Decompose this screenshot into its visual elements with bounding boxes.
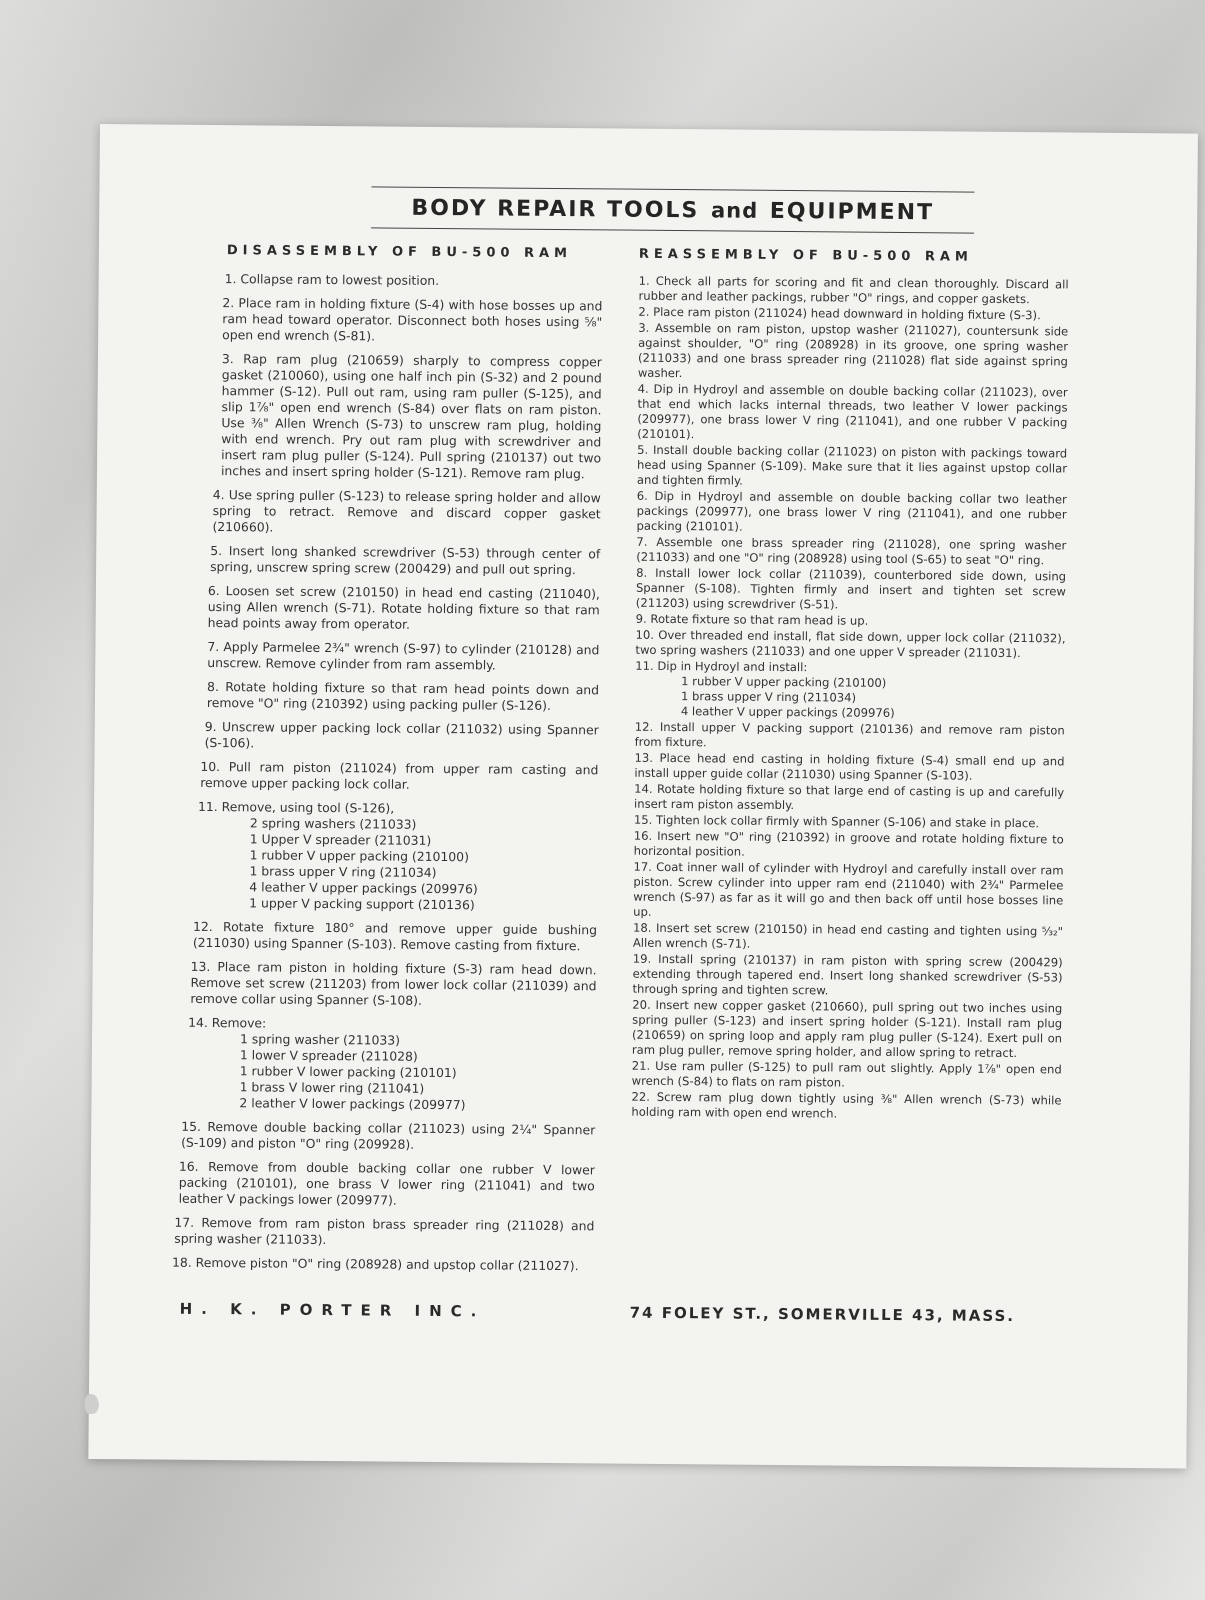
reassembly-step: 9. Rotate fixture so that ram head is up. (635, 611, 869, 628)
list-item: 1 brass upper V ring (211034) (680, 689, 857, 705)
disassembly-step: 13. Place ram piston in holding fixture (S-3) ram head down. Remove set screw (211203) from lower lock collar (211039) and remove collar using Spanner (S-108). (190, 958, 597, 1008)
reassembly-step: 18. Insert set screw (210150) in head end casting and tighten using ⁵⁄₃₂" Allen wrench (S-71). (632, 920, 1064, 951)
list-item: 1 lower V spreader (211028) (239, 1047, 418, 1064)
disassembly-step: 7. Apply Parmelee 2¾" wrench (S-97) to cylinder (210128) and unscrew. Remove cylinder from ram assembly. (207, 638, 600, 673)
list-item: 1 rubber V upper packing (210100) (249, 847, 470, 865)
list-item: 2 leather V lower packings (209977) (239, 1095, 466, 1113)
title-part-2: EQUIPMENT (769, 198, 935, 226)
disassembly-step: 3. Rap ram plug (210659) sharply to compress copper gasket (210060), using one half inch pin (S-32) and 2 pound hammer (S-12). Pull out ram, using ram puller (S-125), and slip 1⅞" open end wrench (S-84) over flats on ram piston. Use ⅜" Allen Wrench (S-73) to unscrew ram plug, holding with end wrench. Pry out ram plug with screwdriver and insert ram plug puller (S-124). Pull spring (210137) out two inches and insert spring holder (S-121). Remove ram plug. (220, 351, 603, 482)
reassembly-step-11-lead: 11. Dip in Hydroyl and install: (635, 658, 808, 675)
disassembly-step: 1. Collapse ram to lowest position. (224, 271, 440, 288)
disassembly-step-14-lead: 14. Remove: (188, 1014, 267, 1031)
list-item: 4 leather V upper packings (209976) (249, 879, 478, 897)
reassembly-step (635, 659, 1066, 723)
reassembly-step: 15. Tighten lock collar firmly with Spanner (S-106) and stake in place. (633, 812, 1040, 831)
disassembly-step: 18. Remove piston "O" ring (208928) and upstop collar (211027). (172, 1254, 579, 1274)
disassembly-step (187, 1015, 596, 1115)
disassembly-step: 2. Place ram in holding fixture (S-4) with hose bosses up and ram head toward operator. Disconnect both hoses using ⅝" open end wrench (S-81). (222, 295, 603, 344)
reassembly-step: 1. Check all parts for scoring and fit and clean thoroughly. Discard all rubber and leather packings, rubber "O" rings, and copper gaskets. (638, 273, 1069, 307)
disassembly-column (166, 243, 603, 1283)
company-name: H. K. PORTER INC. (179, 1299, 486, 1321)
reassembly-step: 19. Install spring (210137) in ram piston with spring screw (200429) extending through tapered end. Insert long shanked screwdriver (S-53) through spring and tighten screw. (632, 951, 1063, 998)
reassembly-step: 8. Install lower lock collar (211039), counterbored side down, using Spanner (S-108). Tighten firmly and insert and tighten set screw (211203) using screwdriver (S-51). (635, 565, 1067, 612)
reassembly-step: 22. Screw ram plug down tightly using ⅜" Allen wrench (S-73) while holding ram with open end wrench. (631, 1089, 1062, 1121)
reassembly-title: REASSEMBLY OF BU-500 RAM (638, 246, 973, 265)
title-part-1: BODY REPAIR TOOLS (411, 195, 700, 224)
reassembly-step: 16. Insert new "O" ring (210392) in groove and rotate holding fixture to horizontal position. (633, 828, 1064, 859)
reassembly-step: 21. Use ram puller (S-125) to pull ram out slightly. Apply 1⅞" open end wrench (S-84) to flats on ram piston. (631, 1058, 1062, 1090)
reassembly-step: 7. Assemble one brass spreader ring (211028), one spring washer (211033) and one "O" ring (208928) using tool (S-65) to seat "O" ring. (636, 534, 1067, 568)
disassembly-step: 8. Rotate holding fixture so that ram head points down and remove "O" ring (210392) using packing puller (S-126). (206, 678, 600, 713)
reassembly-step: 20. Insert new copper gasket (210660), pull spring out two inches using spring puller (S-123) and insert spring holder (S-121). Install ram plug (210659) on spring loop and apply ram plug puller (S-124). Exert pull on ram plug puller, remove spring holder, and allow spring to retract. (631, 997, 1063, 1061)
disassembly-title: DISASSEMBLY OF BU-500 RAM (226, 243, 573, 262)
list-item: 4 leather V upper packings (209976) (680, 704, 895, 720)
company-address: 74 FOLEY ST., SOMERVILLE 43, MASS. (629, 1303, 1016, 1326)
disassembly-step: 17. Remove from ram piston brass spreader ring (211028) and spring washer (211033). (174, 1214, 595, 1248)
list-item: 1 upper V packing support (210136) (249, 895, 475, 913)
list-item: 1 rubber V upper packing (210100) (681, 674, 887, 690)
list-item: 1 brass upper V ring (211034) (249, 863, 437, 880)
disassembly-step-11-lead: 11. Remove, using tool (S-126), (197, 798, 395, 816)
reassembly-step: 14. Rotate holding fixture so that large end of casting is up and carefully insert ram piston assembly. (634, 781, 1065, 813)
reassembly-step: 4. Dip in Hydroyl and assemble on double backing collar (211023), over that end which lacks internal threads, two leather V lower packings (209977), one brass lower V ring (211041), and one rubber V packing (210101). (637, 381, 1068, 442)
disassembly-step: 6. Loosen set screw (210150) in head end casting (211040), using Allen wrench (S-71). Rotate holding fixture so that ram head points away from operator. (207, 582, 600, 632)
list-item: 1 rubber V lower packing (210101) (239, 1063, 457, 1081)
list-item: 1 spring washer (211033) (239, 1031, 401, 1048)
title-and: and (710, 198, 759, 223)
disassembly-step: 12. Rotate fixture 180° and remove upper guide bushing (211030) using Spanner (S-103). Remove casting from fixture. (192, 918, 598, 954)
disassembly-step: 5. Insert long shanked screwdriver (S-53) through center of spring, unscrew spring screw (200429) and pull out spring. (210, 542, 601, 578)
page-title (371, 186, 974, 233)
reassembly-step: 12. Install upper V packing support (210136) and remove ram piston from fixture. (634, 719, 1065, 750)
torn-corner (85, 1394, 99, 1414)
reassembly-step: 3. Assemble on ram piston, upstop washer (211027), countersunk side against shoulder, "O" ring (208928) in its groove, one spring washer (211033) and one brass spreader ring (211028) flat side against spring washer. (637, 320, 1069, 381)
list-item: 2 spring washers (211033) (249, 815, 417, 832)
document-sheet (88, 124, 1198, 1469)
reassembly-step: 10. Over threaded end install, flat side down, upper lock collar (211032), two spring washers (211033) and one upper V spreader (211031). (635, 627, 1066, 661)
disassembly-step: 16. Remove from double backing collar one rubber V lower packing (210101), one brass V lower ring (211041) and two leather V packings lower (209977). (178, 1158, 595, 1208)
disassembly-step: 9. Unscrew upper packing lock collar (211032) using Spanner (S-106). (204, 718, 599, 751)
reassembly-step: 2. Place ram piston (211024) head downward in holding fixture (S-3). (638, 304, 1041, 323)
list-item: 1 brass V lower ring (211041) (239, 1079, 425, 1096)
reassembly-step: 13. Place head end casting in holding fixture (S-4) small end up and install upper guide collar (211030) using Spanner (S-103). (634, 750, 1065, 783)
reassembly-step: 17. Coat inner wall of cylinder with Hydroyl and carefully install over ram piston. Screw cylinder into upper ram end (211040) with 2¾" Parmelee wrench (S-97) as far as it will go and then back off until hose bosses line up. (633, 859, 1064, 919)
list-item: 1 Upper V spreader (211031) (249, 831, 432, 848)
disassembly-step (197, 799, 598, 914)
disassembly-step: 10. Pull ram piston (211024) from upper ram casting and remove upper packing lock collar. (200, 758, 599, 792)
disassembly-step: 15. Remove double backing collar (211023) using 2¼" Spanner (S-109) and piston "O" ring (209928). (181, 1118, 596, 1152)
reassembly-step: 6. Dip in Hydroyl and assemble on double backing collar two leather packings (209977), one brass lower V ring (211041), and one rubber packing (210101). (636, 488, 1067, 534)
disassembly-step: 4. Use spring puller (S-123) to release spring holder and allow spring to retract. Remove and discard copper gasket (210660). (212, 486, 601, 535)
reassembly-column (631, 247, 1069, 1125)
reassembly-step: 5. Install double backing collar (211023) on piston with packings toward head using Spanner (S-109). Make sure that it lies against upstop collar and tighten firmly. (636, 442, 1068, 488)
